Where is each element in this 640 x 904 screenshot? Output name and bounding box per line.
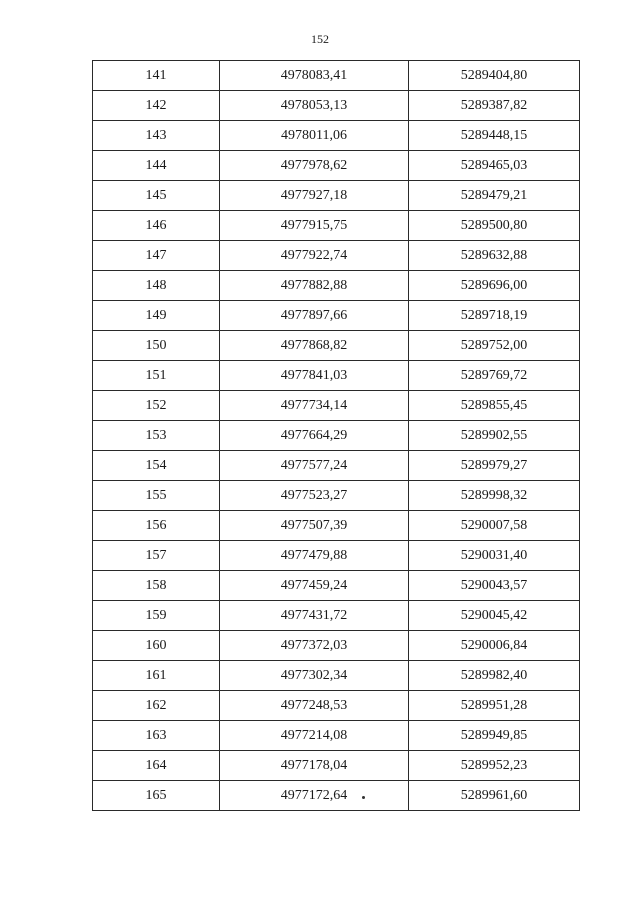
point-number-cell: 163 [93, 721, 220, 751]
y-coordinate-cell: 5289404,80 [409, 61, 580, 91]
point-number-cell: 158 [93, 571, 220, 601]
y-coordinate-cell: 5289752,00 [409, 331, 580, 361]
point-number-cell: 149 [93, 301, 220, 331]
point-number-cell: 146 [93, 211, 220, 241]
y-coordinate-cell: 5289769,72 [409, 361, 580, 391]
y-coordinate-cell: 5289448,15 [409, 121, 580, 151]
page-number: 152 [311, 32, 329, 46]
x-coordinate-cell: 4977664,29 [220, 421, 409, 451]
point-number-cell: 151 [93, 361, 220, 391]
table-row [93, 91, 580, 121]
point-number-cell: 153 [93, 421, 220, 451]
table-row [93, 331, 580, 361]
y-coordinate-cell: 5289696,00 [409, 271, 580, 301]
table-row [93, 301, 580, 331]
point-number-cell: 143 [93, 121, 220, 151]
table-row [93, 511, 580, 541]
x-coordinate-cell: 4978083,41 [220, 61, 409, 91]
point-number-cell: 164 [93, 751, 220, 781]
point-number-cell: 156 [93, 511, 220, 541]
x-coordinate-cell: 4977372,03 [220, 631, 409, 661]
y-coordinate-cell: 5289982,40 [409, 661, 580, 691]
x-coordinate-cell: 4977523,27 [220, 481, 409, 511]
point-number-cell: 162 [93, 691, 220, 721]
point-number-cell: 154 [93, 451, 220, 481]
table-row [93, 181, 580, 211]
table-row [93, 391, 580, 421]
point-number-cell: 161 [93, 661, 220, 691]
table-row [93, 571, 580, 601]
table-row [93, 661, 580, 691]
y-coordinate-cell: 5289902,55 [409, 421, 580, 451]
table-row [93, 631, 580, 661]
y-coordinate-cell: 5290007,58 [409, 511, 580, 541]
x-coordinate-cell: 4977882,88 [220, 271, 409, 301]
y-coordinate-cell: 5289855,45 [409, 391, 580, 421]
y-coordinate-cell: 5290006,84 [409, 631, 580, 661]
table-row [93, 271, 580, 301]
x-coordinate-cell: 4977431,72 [220, 601, 409, 631]
x-coordinate-cell: 4977922,74 [220, 241, 409, 271]
table-row [93, 721, 580, 751]
table-row [93, 421, 580, 451]
point-number-cell: 145 [93, 181, 220, 211]
y-coordinate-cell: 5289951,28 [409, 691, 580, 721]
table-row [93, 481, 580, 511]
y-coordinate-cell: 5289632,88 [409, 241, 580, 271]
point-number-cell: 148 [93, 271, 220, 301]
coordinates-table-body [93, 61, 580, 811]
point-number-cell: 157 [93, 541, 220, 571]
y-coordinate-cell: 5290031,40 [409, 541, 580, 571]
point-number-cell: 150 [93, 331, 220, 361]
scan-speck [362, 796, 365, 799]
point-number-cell: 152 [93, 391, 220, 421]
table-row [93, 601, 580, 631]
x-coordinate-cell: 4978011,06 [220, 121, 409, 151]
x-coordinate-cell: 4977172,64 [220, 781, 409, 811]
x-coordinate-cell: 4977897,66 [220, 301, 409, 331]
table-row [93, 781, 580, 811]
point-number-cell: 141 [93, 61, 220, 91]
table-row [93, 241, 580, 271]
x-coordinate-cell: 4977479,88 [220, 541, 409, 571]
y-coordinate-cell: 5289998,32 [409, 481, 580, 511]
table-row [93, 541, 580, 571]
y-coordinate-cell: 5290045,42 [409, 601, 580, 631]
x-coordinate-cell: 4977915,75 [220, 211, 409, 241]
x-coordinate-cell: 4977577,24 [220, 451, 409, 481]
x-coordinate-cell: 4977868,82 [220, 331, 409, 361]
y-coordinate-cell: 5289387,82 [409, 91, 580, 121]
x-coordinate-cell: 4977978,62 [220, 151, 409, 181]
point-number-cell: 155 [93, 481, 220, 511]
y-coordinate-cell: 5289949,85 [409, 721, 580, 751]
x-coordinate-cell: 4977248,53 [220, 691, 409, 721]
y-coordinate-cell: 5289979,27 [409, 451, 580, 481]
x-coordinate-cell: 4977178,04 [220, 751, 409, 781]
table-row [93, 211, 580, 241]
x-coordinate-cell: 4977507,39 [220, 511, 409, 541]
table-row [93, 451, 580, 481]
y-coordinate-cell: 5289961,60 [409, 781, 580, 811]
x-coordinate-cell: 4977459,24 [220, 571, 409, 601]
table-row [93, 61, 580, 91]
table-row [93, 361, 580, 391]
x-coordinate-cell: 4977734,14 [220, 391, 409, 421]
point-number-cell: 142 [93, 91, 220, 121]
y-coordinate-cell: 5289952,23 [409, 751, 580, 781]
x-coordinate-cell: 4977302,34 [220, 661, 409, 691]
table-row [93, 121, 580, 151]
table-row [93, 151, 580, 181]
y-coordinate-cell: 5289500,80 [409, 211, 580, 241]
y-coordinate-cell: 5289479,21 [409, 181, 580, 211]
table-row [93, 691, 580, 721]
point-number-cell: 165 [93, 781, 220, 811]
x-coordinate-cell: 4977214,08 [220, 721, 409, 751]
point-number-cell: 144 [93, 151, 220, 181]
y-coordinate-cell: 5290043,57 [409, 571, 580, 601]
x-coordinate-cell: 4977841,03 [220, 361, 409, 391]
y-coordinate-cell: 5289465,03 [409, 151, 580, 181]
point-number-cell: 147 [93, 241, 220, 271]
table-row [93, 751, 580, 781]
coordinates-table [92, 60, 580, 811]
y-coordinate-cell: 5289718,19 [409, 301, 580, 331]
point-number-cell: 159 [93, 601, 220, 631]
x-coordinate-cell: 4978053,13 [220, 91, 409, 121]
point-number-cell: 160 [93, 631, 220, 661]
x-coordinate-cell: 4977927,18 [220, 181, 409, 211]
